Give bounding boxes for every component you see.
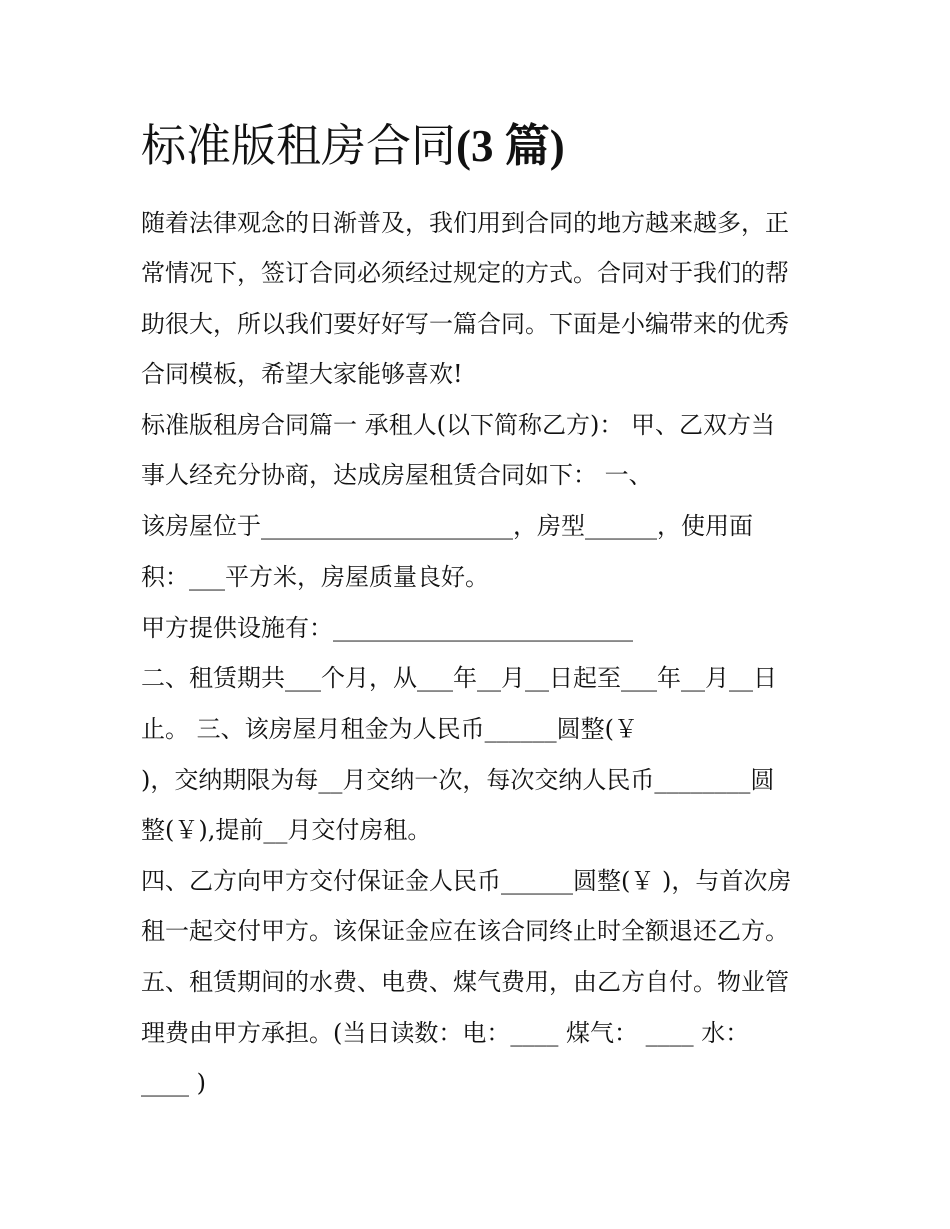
paragraph-line: 止。 三、该房屋月租金为人民币______圆整(￥: [141, 715, 638, 743]
paragraph-line: )，交纳期限为每__月交纳一次，每次交纳人民币________圆: [141, 766, 775, 794]
paragraph-line: 五、租赁期间的水费、电费、煤气费用，由乙方自付。物业管: [141, 968, 789, 996]
paragraph-line: 甲方提供设施有：_________________________: [141, 614, 633, 642]
paragraph-line: 常情况下，签订合同必须经过规定的方式。合同对于我们的帮: [141, 259, 789, 287]
paragraph-line: 整(￥),提前__月交付房租。: [141, 816, 432, 844]
paragraph-line: 积：___平方米，房屋质量良好。: [141, 563, 489, 591]
title-main: 标准版租房合同: [141, 119, 457, 172]
paragraph-line: 理费由甲方承担。(当日读数：电：____ 煤气： ____ 水：: [141, 1019, 750, 1047]
paragraph-line: 随着法律观念的日渐普及，我们用到合同的地方越来越多，正: [141, 209, 789, 237]
paragraph-line: 合同模板，希望大家能够喜欢!: [141, 360, 463, 388]
title-count: (3 篇): [456, 121, 565, 171]
paragraph-line: 租一起交付甲方。该保证金应在该合同终止时全额退还乙方。: [141, 917, 789, 945]
paragraph-line: 助很大，所以我们要好好写一篇合同。下面是小编带来的优秀: [141, 310, 789, 338]
paragraph-line: 标准版租房合同篇一 承租人(以下简称乙方)： 甲、乙双方当: [141, 411, 775, 439]
document-title: [141, 118, 565, 174]
paragraph-line: 二、租赁期共___个月，从___年__月__日起至___年__月__日: [141, 664, 777, 692]
paragraph-line: 事人经充分协商，达成房屋租赁合同如下： 一、: [141, 461, 653, 489]
paragraph-line: ____ ): [141, 1069, 206, 1097]
paragraph-line: 该房屋位于_____________________，房型______，使用面: [141, 512, 753, 540]
paragraph-line: 四、乙方向甲方交付保证金人民币______圆整(￥ )，与首次房: [141, 867, 792, 895]
